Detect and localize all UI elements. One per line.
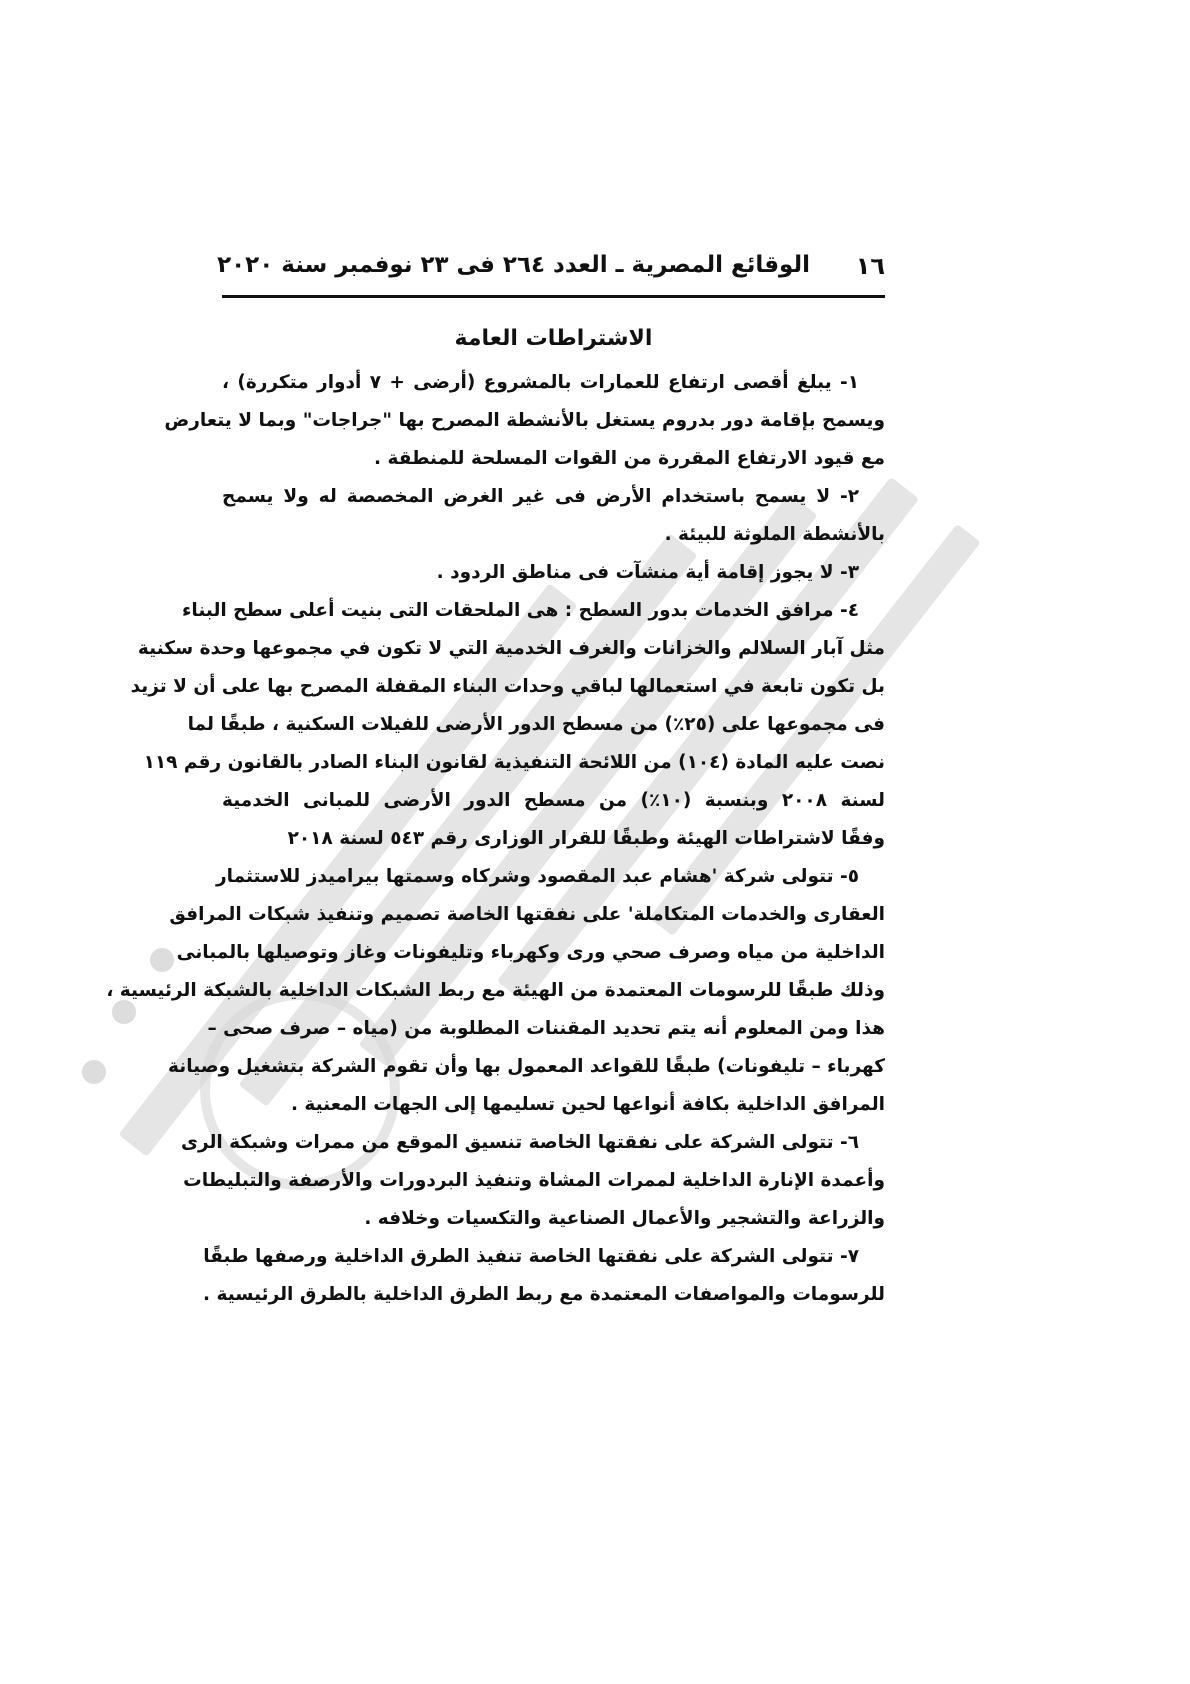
text-line: الداخلية من مياه وصرف صحي ورى وكهرباء وتليفونات وغاز وتوصيلها بالمبانى (176, 942, 885, 963)
text-line: لسنة ٢٠٠٨ وبنسبة (١٠٪) من مسطح الدور الأرضى للمبانى الخدمية (222, 790, 885, 811)
text-line: ويسمح بإقامة دور بدروم يستغل بالأنشطة المصرح بها "جراجات" وبما لا يتعارض (164, 410, 885, 431)
text-line: وذلك طبقًا للرسومات المعتمدة من الهيئة مع ربط الشبكات الداخلية بالشبكة الرئيسية ، (106, 980, 885, 1001)
text-line: مع قيود الارتفاع المقررة من القوات المسلحة للمنطقة . (374, 448, 885, 469)
text-line: ٢- لا يسمح باستخدام الأرض فى غير الغرض المخصصة له ولا يسمح (222, 486, 859, 507)
text-line: للرسومات والمواصفات المعتمدة مع ربط الطرق الداخلية بالطرق الرئيسية . (203, 1284, 885, 1305)
page-number: ١٦ (855, 252, 885, 280)
text-line: ٣- لا يجوز إقامة أية منشآت فى مناطق الردود . (436, 562, 859, 583)
text-line: ٥- تتولى شركة 'هشام عبد المقصود وشركاه وسمتها بيراميدز للاستثمار (215, 866, 859, 887)
text-line: ٧- تتولى الشركة على نفقتها الخاصة تنفيذ الطرق الداخلية ورصفها طبقًا (203, 1246, 859, 1267)
text-line: مثل آبار السلالم والخزانات والغرف الخدمية التي لا تكون في مجموعها وحدة سكنية (137, 638, 885, 659)
page-header (217, 252, 885, 288)
header-rule (222, 295, 885, 298)
section-heading: الاشتراطات العامة (454, 326, 653, 351)
text-line: العقارى والخدمات المتكاملة' على نفقتها الخاصة تصميم وتنفيذ شبكات المرافق (169, 904, 885, 925)
text-line: ٤- مرافق الخدمات بدور السطح : هى الملحقات التى بنيت أعلى سطح البناء (181, 600, 859, 621)
text-line: والزراعة والتشجير والأعمال الصناعية والتكسيات وخلافه . (364, 1208, 885, 1229)
text-line: كهرباء – تليفونات) طبقًا للقواعد المعمول بها وأن تقوم الشركة بتشغيل وصيانة (168, 1056, 885, 1077)
text-line: نصت عليه المادة (١٠٤) من اللائحة التنفيذية لقانون البناء الصادر بالقانون رقم ١١٩ (143, 752, 885, 773)
text-line: وأعمدة الإنارة الداخلية لممرات المشاة وتنفيذ البردورات والأرصفة والتبليطات (183, 1170, 885, 1191)
text-line: بل تكون تابعة في استعمالها لباقي وحدات البناء المقفلة المصرح بها على أن لا تزيد (130, 676, 885, 697)
text-line: فى مجموعها على (٢٥٪) من مسطح الدور الأرضى للفيلات السكنية ، طبقًا لما (187, 714, 885, 735)
text-line: وفقًا لاشتراطات الهيئة وطبقًا للقرار الوزارى رقم ٥٤٣ لسنة ٢٠١٨ (287, 828, 885, 849)
text-line: بالأنشطة الملوثة للبيئة . (664, 524, 885, 545)
text-line: ١- يبلغ أقصى ارتفاع للعمارات بالمشروع (أرضى + ٧ أدوار متكررة) ، (222, 372, 859, 393)
text-line: هذا ومن المعلوم أنه يتم تحديد المقننات المطلوبة من (مياه – صرف صحى – (207, 1018, 885, 1039)
document-body (106, 368, 885, 1318)
text-line: ٦- تتولى الشركة على نفقتها الخاصة تنسيق الموقع من ممرات وشبكة الرى (180, 1132, 859, 1153)
gazette-title: الوقائع المصرية ـ العدد ٢٦٤ فى ٢٣ نوفمبر سنة ٢٠٢٠ (217, 252, 810, 278)
text-line: المرافق الداخلية بكافة أنواعها لحين تسليمها إلى الجهات المعنية . (290, 1094, 885, 1115)
